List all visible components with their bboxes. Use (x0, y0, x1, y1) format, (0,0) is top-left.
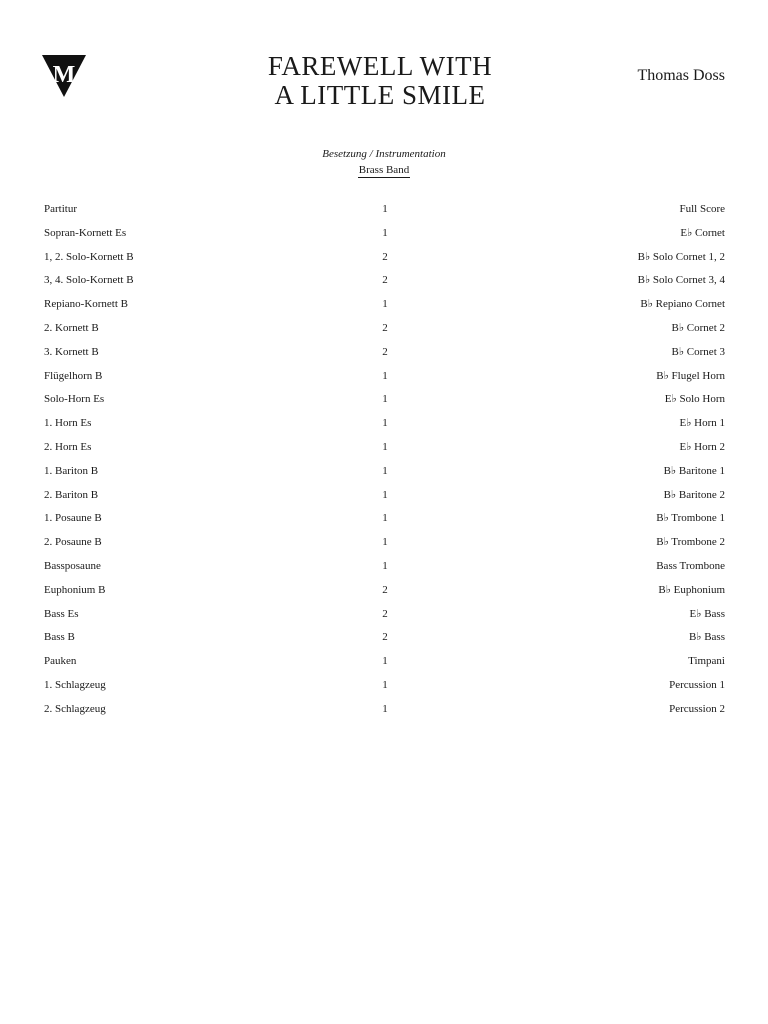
part-quantity: 2 (382, 607, 388, 620)
part-english-name: Percussion 1 (669, 678, 725, 691)
part-row (44, 293, 725, 317)
part-row (44, 365, 725, 389)
part-german-name: 2. Horn Es (44, 440, 92, 453)
part-english-name: Full Score (679, 203, 725, 215)
part-quantity: 1 (382, 512, 388, 525)
ensemble-type-label: Brass Band (358, 164, 410, 176)
part-row (44, 531, 725, 555)
part-quantity: 2 (382, 583, 388, 596)
part-quantity: 1 (382, 559, 388, 572)
part-german-name: Flügelhorn B (44, 369, 103, 382)
part-english-name: B♭ Repiano Cornet (640, 298, 725, 311)
part-quantity: 2 (382, 250, 388, 263)
part-row (44, 341, 725, 365)
part-quantity: 1 (382, 678, 388, 691)
part-row (44, 388, 725, 412)
part-german-name: Bass Es (44, 607, 79, 620)
part-quantity: 1 (382, 298, 388, 311)
part-quantity: 1 (382, 464, 388, 477)
title-line-1: FAREWELL WITH (267, 51, 493, 81)
part-quantity: 1 (382, 702, 388, 715)
part-row (44, 698, 725, 722)
part-row (44, 507, 725, 531)
parts-list (44, 198, 725, 722)
part-german-name: 1. Schlagzeug (44, 678, 106, 691)
part-quantity: 1 (382, 536, 388, 549)
part-german-name: 2. Bariton B (44, 488, 99, 501)
part-row (44, 650, 725, 674)
part-english-name: B♭ Trombone 1 (656, 512, 725, 525)
part-german-name: 2. Posaune B (44, 536, 102, 549)
instrumentation-heading: Besetzung / Instrumentation (322, 148, 446, 160)
part-german-name: 1. Posaune B (44, 512, 102, 525)
part-english-name: E♭ Solo Horn (664, 393, 725, 406)
part-quantity: 1 (382, 488, 388, 501)
part-german-name: Bass B (44, 631, 75, 644)
ensemble-type (284, 164, 484, 176)
part-english-name: B♭ Solo Cornet 1, 2 (637, 250, 725, 263)
part-english-name: B♭ Flugel Horn (656, 369, 725, 382)
part-german-name: 1. Horn Es (44, 417, 92, 430)
part-german-name: Solo-Horn Es (44, 393, 105, 406)
part-quantity: 1 (382, 440, 388, 453)
part-german-name: Euphonium B (44, 583, 106, 596)
part-german-name: Pauken (44, 655, 77, 668)
part-quantity: 1 (382, 369, 388, 382)
part-row (44, 484, 725, 508)
part-english-name: Percussion 2 (669, 702, 725, 715)
part-english-name: B♭ Trombone 2 (656, 536, 725, 549)
part-english-name: E♭ Horn 1 (679, 417, 725, 430)
composer-name: Thomas Doss (637, 67, 725, 84)
part-german-name: 2. Schlagzeug (44, 702, 106, 715)
page-title (200, 52, 560, 110)
part-english-name: B♭ Bass (688, 631, 725, 644)
part-german-name: 3. Kornett B (44, 345, 99, 358)
part-german-name: 2. Kornett B (44, 321, 99, 334)
part-quantity: 1 (382, 655, 388, 668)
logo-letter: M (52, 62, 76, 88)
part-quantity: 2 (382, 631, 388, 644)
part-row (44, 222, 725, 246)
part-english-name: B♭ Euphonium (658, 583, 725, 596)
part-row (44, 674, 725, 698)
title-line-2: A LITTLE SMILE (274, 80, 486, 110)
part-german-name: Partitur (44, 203, 77, 215)
part-english-name: B♭ Baritone 2 (663, 488, 725, 501)
part-english-name: B♭ Cornet 2 (671, 321, 725, 334)
part-row (44, 198, 725, 222)
part-row (44, 626, 725, 650)
publisher-m-logo-icon (42, 55, 86, 97)
part-german-name: Bassposaune (44, 559, 101, 572)
part-quantity: 2 (382, 321, 388, 334)
part-english-name: E♭ Horn 2 (679, 440, 725, 453)
part-english-name: B♭ Baritone 1 (663, 464, 725, 477)
part-row (44, 412, 725, 436)
part-row (44, 246, 725, 270)
part-german-name: 1, 2. Solo-Kornett B (44, 250, 134, 263)
part-english-name: B♭ Cornet 3 (671, 345, 725, 358)
part-german-name: 1. Bariton B (44, 464, 99, 477)
part-quantity: 2 (382, 274, 388, 287)
part-row (44, 555, 725, 579)
part-english-name: B♭ Solo Cornet 3, 4 (637, 274, 725, 287)
part-quantity: 1 (382, 226, 388, 239)
part-german-name: 3, 4. Solo-Kornett B (44, 274, 134, 287)
part-english-name: E♭ Cornet (680, 226, 725, 239)
part-row (44, 436, 725, 460)
part-english-name: Bass Trombone (656, 559, 725, 572)
part-quantity: 1 (382, 417, 388, 430)
part-quantity: 1 (382, 203, 388, 215)
part-german-name: Repiano-Kornett B (44, 298, 129, 311)
part-quantity: 2 (382, 345, 388, 358)
part-row (44, 317, 725, 341)
part-german-name: Sopran-Kornett Es (44, 226, 127, 239)
part-row (44, 269, 725, 293)
part-quantity: 1 (382, 393, 388, 406)
part-english-name: E♭ Bass (689, 607, 725, 620)
part-row (44, 460, 725, 484)
part-row (44, 603, 725, 627)
part-english-name: Timpani (688, 655, 725, 668)
part-row (44, 579, 725, 603)
